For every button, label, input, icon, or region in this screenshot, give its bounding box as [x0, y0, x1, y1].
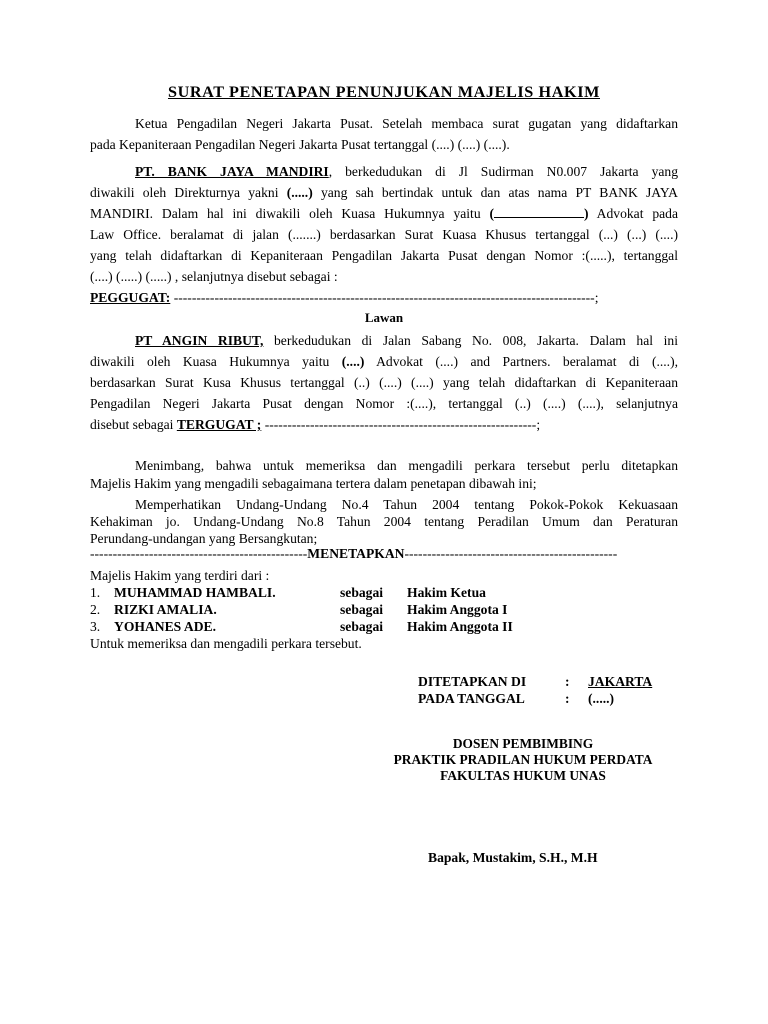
member-role: Hakim Ketua: [407, 585, 486, 600]
penggugat-line-2-text-b: yang sah bertindak untuk dan atas nama PT BANK JAYA: [312, 185, 678, 200]
majelis-member-row: [90, 584, 486, 601]
tergugat-line-3: berdasarkan Surat Kusa Khusus tertanggal (..) (....) (....) yang telah didaftarkan di Kepaniteraan: [90, 375, 678, 390]
menetapkan-divider: [90, 545, 617, 562]
penggugat-line-5: yang telah didaftarkan di Kepaniteraan Pengadilan Jakarta Pusat dengan Nomor :(.....), tertanggal: [90, 248, 678, 263]
ditetapkan-colon: :: [565, 674, 570, 689]
tanggal-colon: :: [565, 691, 570, 706]
penggugat-line-2: [90, 182, 678, 203]
tergugat-line-1: [90, 330, 678, 351]
kuasa-hukum-close: ): [584, 206, 589, 221]
menetapkan-label: MENETAPKAN: [307, 546, 405, 561]
tergugat-label: TERGUGAT ;: [176, 417, 262, 432]
member-sebagai: sebagai: [340, 585, 384, 600]
memperhatikan-line-1: Memperhatikan Undang-Undang No.4 Tahun 2004 tentang Pokok-Pokok Kekuasaan: [135, 497, 678, 512]
tergugat-line-5-text: disebut sebagai: [90, 417, 177, 432]
penggugat-line-3-text-b: Advokat pada: [588, 206, 678, 221]
member-role: Hakim Anggota I: [407, 602, 508, 617]
dosen-line-3: FAKULTAS HUKUM UNAS: [440, 768, 606, 783]
tergugat-dashes: ------------------------------------------------------------;: [261, 417, 541, 432]
ditetapkan-block: [418, 673, 678, 707]
tergugat-line-2: [90, 351, 678, 372]
majelis-closing: Untuk memeriksa dan mengadili perkara tersebut.: [90, 636, 362, 651]
member-number: 1.: [90, 585, 101, 600]
document-title: SURAT PENETAPAN PENUNJUKAN MAJELIS HAKIM: [167, 83, 600, 101]
member-role: Hakim Anggota II: [407, 619, 513, 634]
penggugat-label: PEGGUGAT:: [90, 290, 171, 305]
menimbang-paragraph: [90, 457, 678, 493]
tergugat-line-4: Pengadilan Negeri Jakarta Pusat dengan Nomor :(....), tertanggal (..) (....) (....), selanjutnya: [90, 396, 678, 411]
memperhatikan-line-3: Perundang-undangan yang Bersangkutan;: [90, 531, 318, 546]
penggugat-name: PT. BANK JAYA MANDIRI: [135, 164, 329, 179]
tergugat-line-2-text-a: diwakili oleh Kuasa Hukumnya yaitu: [90, 354, 342, 369]
tergugat-kuasa-placeholder: (....): [341, 354, 365, 369]
intro-line-1: Ketua Pengadilan Negeri Jakarta Pusat. Setelah membaca surat gugatan yang didaftarkan: [135, 116, 678, 131]
penggugat-line-4: Law Office. beralamat di jalan (.......) berdasarkan Surat Kuasa Khusus tertanggal (...) (...) (....): [90, 227, 678, 242]
memperhatikan-paragraph: [90, 496, 678, 547]
majelis-member-row: [90, 601, 508, 618]
ditetapkan-value: JAKARTA: [588, 674, 653, 689]
kuasa-hukum-open: (: [489, 206, 495, 221]
tanggal-row: [418, 690, 678, 707]
dosen-line-1: DOSEN PEMBIMBING: [452, 736, 594, 751]
intro-paragraph: [90, 113, 678, 155]
member-name: MUHAMMAD HAMBALI.: [114, 585, 276, 600]
menetapkan-dashes-left: ------------------------------------------------: [90, 546, 308, 561]
majelis-section: [90, 567, 513, 652]
penggugat-label-line: [90, 287, 678, 308]
dosen-block: [358, 736, 688, 784]
member-number: 2.: [90, 602, 101, 617]
tergugat-line-1-text: berkedudukan di Jalan Sabang No. 008, Jakarta. Dalam hal ini: [263, 333, 678, 348]
tanggal-value: (.....): [588, 691, 615, 706]
menetapkan-dashes-right: -----------------------------------------------: [404, 546, 618, 561]
tanggal-label: PADA TANGGAL: [418, 691, 525, 706]
tergugat-line-2-text-b: Advokat (....) and Partners. beralamat di (....),: [364, 354, 679, 369]
member-number: 3.: [90, 619, 101, 634]
penggugat-dashes: ---------------------------------------------------------------------------------------------;: [170, 290, 599, 305]
signer-name: Bapak, Mustakim, S.H., M.H: [428, 850, 598, 865]
penggugat-line-1: [90, 161, 678, 182]
ditetapkan-label: DITETAPKAN DI: [418, 674, 527, 689]
menimbang-line-2: Majelis Hakim yang mengadili sebagaimana tertera dalam penetapan dibawah ini;: [90, 476, 537, 491]
member-name: RIZKI AMALIA.: [114, 602, 217, 617]
penggugat-line-3-text-a: MANDIRI. Dalam hal ini diwakili oleh Kuasa Hukumnya yaitu: [90, 206, 490, 221]
ditetapkan-row: [418, 673, 678, 690]
penggugat-line-2-text-a: diwakili oleh Direkturnya yakni: [90, 185, 287, 200]
majelis-intro: Majelis Hakim yang terdiri dari :: [90, 568, 270, 583]
member-sebagai: sebagai: [340, 619, 384, 634]
dosen-line-2: PRAKTIK PRADILAN HUKUM PERDATA: [393, 752, 653, 767]
penggugat-line-3: [90, 203, 678, 224]
penggugat-line-6: (....) (.....) (.....) , selanjutnya disebut sebagai :: [90, 269, 338, 284]
lawan-heading: Lawan: [364, 310, 404, 325]
majelis-member-row: [90, 618, 513, 635]
member-name: YOHANES ADE.: [114, 619, 216, 634]
direktur-placeholder: (.....): [286, 185, 313, 200]
memperhatikan-line-2: Kehakiman jo. Undang-Undang No.8 Tahun 2004 tentang Peradilan Umum dan Peraturan: [90, 514, 678, 529]
tergugat-paragraph: [90, 330, 678, 435]
tergugat-line-5: [90, 414, 678, 435]
tergugat-name: PT ANGIN RIBUT,: [135, 333, 264, 348]
member-sebagai: sebagai: [340, 602, 384, 617]
kuasa-hukum-blank: [494, 205, 584, 218]
menimbang-line-1: Menimbang, bahwa untuk memeriksa dan mengadili perkara tersebut perlu ditetapkan: [135, 458, 678, 473]
penggugat-line-1-text: , berkedudukan di Jl Sudirman N0.007 Jakarta yang: [328, 164, 678, 179]
intro-line-2: pada Kepaniteraan Pengadilan Negeri Jakarta Pusat tertanggal (....) (....) (....).: [90, 137, 510, 152]
penggugat-paragraph: [90, 161, 678, 308]
